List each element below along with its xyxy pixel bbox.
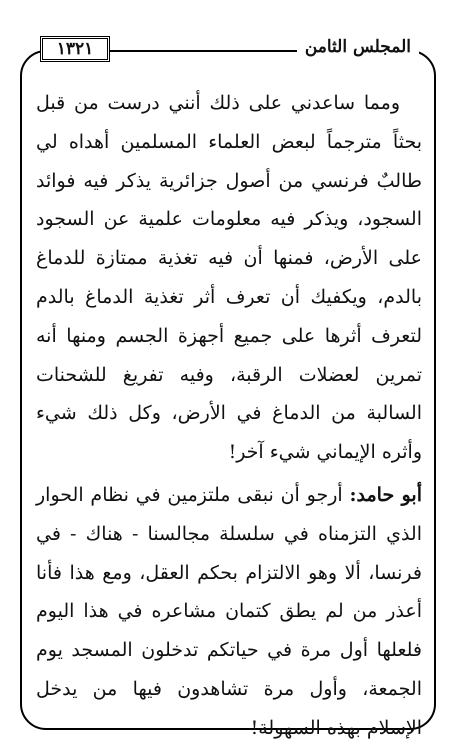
- page-number: ١٣٢١: [40, 36, 110, 62]
- paragraph-2: [36, 476, 422, 748]
- chapter-title: المجلس الثامن: [297, 34, 419, 60]
- paragraph-1: [36, 84, 422, 472]
- speaker-name: أبو حامد:: [349, 483, 422, 506]
- paragraph-2-text: أرجو أن نبقى ملتزمين في نظام الحوار الذي التزمناه في سلسلة مجالسنا - هناك - في فرنسا، ألا وهو الالتزام بحكم العقل، ومع هذا فأنا أعذر من لم يطق كتمان مشاعره في هذا اليوم فلعلها أول مرة في حياتكم تدخلون المسجد يوم الجمعة، وأول مرة تشاهدون فيها من يدخل الإسلام بهذه السهولة!: [36, 483, 422, 739]
- page-content: [36, 84, 422, 748]
- paragraph-1-text: ومما ساعدني على ذلك أنني درست من قبل بحثاً مترجماً لبعض العلماء المسلمين أهداه لي طالبٌ فرنسي من أصول جزائرية يذكر فيه فوائد السجود، ويذكر فيه معلومات علمية عن السجود على الأرض، فمنها أن فيه تغذية ممتازة للدماغ بالدم، ويكفيك أن تعرف أثر تغذية الدماغ بالدم لتعرف أثرها على جميع أجهزة الجسم ومنها أنه تمرين لعضلات الرقبة، وفيه تفريغ للشحنات السالبة من الدماغ في الأرض، وكل ذلك شيء وأثره الإيماني شيء آخر!: [36, 92, 422, 464]
